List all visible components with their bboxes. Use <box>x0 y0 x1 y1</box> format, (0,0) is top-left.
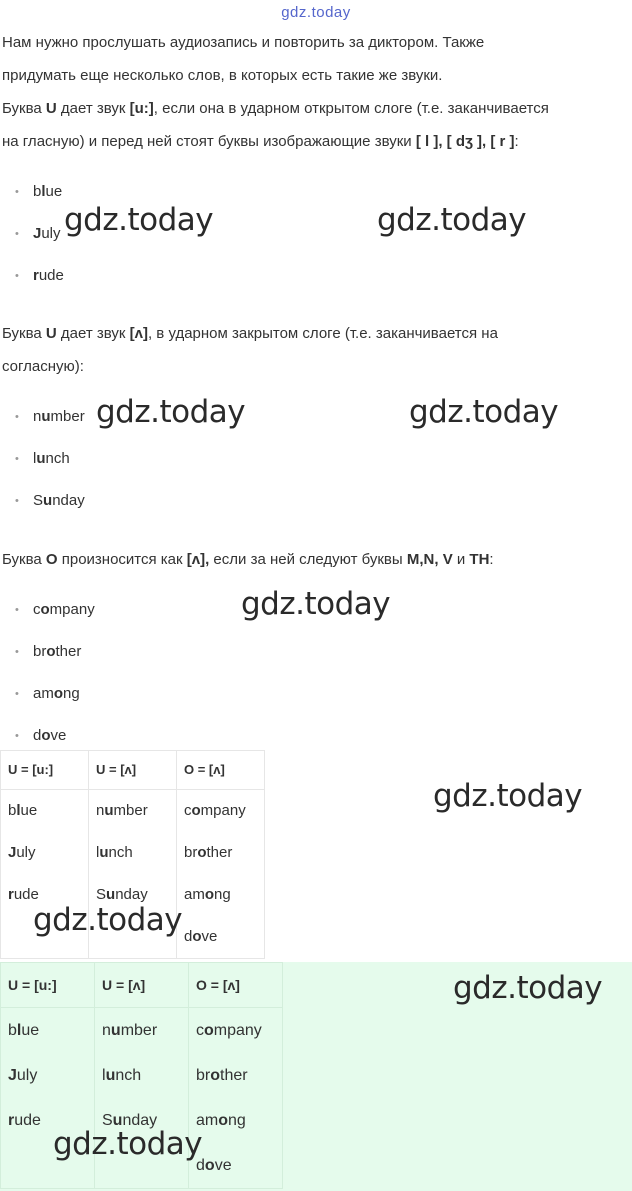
rule-3-text: произносится как <box>57 551 187 568</box>
table-word: brother <box>184 844 233 861</box>
watermark: gdz.today <box>241 586 391 622</box>
rule-1-text: , если она в ударном открытом слоге (т.е. заканчивается <box>153 100 549 117</box>
rule-2-letter: U <box>45 325 57 342</box>
list-item: • dove <box>0 725 95 767</box>
table-word: blue <box>8 1022 40 1039</box>
table-header-cell: U = [u:] <box>1 963 95 1008</box>
intro-line-1: Нам нужно прослушать аудиозапись и повторить за диктором. Также <box>2 34 485 51</box>
table-word: number <box>102 1022 158 1039</box>
table-word: among <box>196 1112 246 1129</box>
rule-1-text: Буква <box>2 100 46 117</box>
watermark: gdz.today <box>53 1126 203 1162</box>
table-header-cell: O = [ʌ] <box>189 963 283 1008</box>
watermark: gdz.today <box>409 394 559 430</box>
table-header-row <box>1 751 265 790</box>
rule-1-letter: U <box>45 100 57 117</box>
rule-2-paragraph <box>2 317 627 383</box>
table-word: company <box>196 1022 262 1039</box>
list-o-short <box>0 599 95 767</box>
rule-2-text: дает звук <box>56 325 130 342</box>
watermark: gdz.today <box>433 778 583 814</box>
watermark: gdz.today <box>33 902 183 938</box>
rule-3-text: : <box>489 551 494 568</box>
watermark: gdz.today <box>453 970 603 1006</box>
rule-1-sound: [u:] <box>129 100 154 117</box>
table-word: number <box>96 802 148 819</box>
rule-3-text: Буква <box>2 551 46 568</box>
table-word: rude <box>8 886 39 903</box>
list-u-short <box>0 406 85 532</box>
rule-3-th: TH <box>469 551 490 568</box>
table-word: July <box>8 1067 38 1084</box>
table-cell <box>189 1008 283 1189</box>
table-word: rude <box>8 1112 41 1129</box>
table-word: dove <box>184 928 218 945</box>
rule-2-sound: [ʌ] <box>129 325 148 342</box>
intro-paragraph <box>2 26 627 92</box>
rule-2-text: , в ударном закрытом слоге (т.е. заканчивается на <box>147 325 498 342</box>
list-item: • company <box>0 599 95 641</box>
list-item: • blue <box>0 181 64 223</box>
rule-1-sounds: [ l ], [ dʒ ], [ r ] <box>415 133 515 150</box>
table-word: among <box>184 886 231 903</box>
table-word: Sunday <box>102 1112 158 1129</box>
table-header-cell: O = [ʌ] <box>177 751 265 790</box>
table-word: company <box>184 802 246 819</box>
list-item: • July <box>0 223 64 265</box>
list-item: • among <box>0 683 95 725</box>
rule-3-letter: O <box>45 551 58 568</box>
rule-2-text: согласную): <box>2 358 84 375</box>
site-logo[interactable]: gdz.today <box>281 4 351 21</box>
table-word: dove <box>196 1157 232 1174</box>
table-header-row <box>1 963 283 1008</box>
table-header-cell: U = [ʌ] <box>95 963 189 1008</box>
table-word: blue <box>8 802 38 819</box>
table-word: Sunday <box>96 886 148 903</box>
rule-2-text: Буква <box>2 325 46 342</box>
rule-3-letters: M,N, V <box>406 551 453 568</box>
table-word: lunch <box>102 1067 142 1084</box>
list-item: • brother <box>0 641 95 683</box>
table-header-cell: U = [u:] <box>1 751 89 790</box>
rule-3-text: и <box>452 551 470 568</box>
table-cell <box>177 790 265 959</box>
list-item: • number <box>0 406 85 448</box>
watermark: gdz.today <box>64 202 214 238</box>
rule-3-text: если за ней следуют буквы <box>209 551 407 568</box>
intro-line-2: придумать еще несколько слов, в которых есть такие же звуки. <box>2 67 443 84</box>
rule-3-paragraph <box>2 543 627 576</box>
rule-1-text: : <box>514 133 519 150</box>
table-header-cell: U = [ʌ] <box>89 751 177 790</box>
table-word: July <box>8 844 36 861</box>
watermark: gdz.today <box>377 202 527 238</box>
list-item: • lunch <box>0 448 85 490</box>
rule-1-paragraph <box>2 92 627 158</box>
list-item: • rude <box>0 265 64 307</box>
rule-1-text: на гласную) и перед ней стоят буквы изображающие звуки <box>2 133 416 150</box>
rule-1-text: дает звук <box>56 100 130 117</box>
rule-3-sound: [ʌ], <box>186 551 210 568</box>
list-item: • Sunday <box>0 490 85 532</box>
table-word: lunch <box>96 844 133 861</box>
list-u-long <box>0 181 64 307</box>
watermark: gdz.today <box>96 394 246 430</box>
table-word: brother <box>196 1067 248 1084</box>
